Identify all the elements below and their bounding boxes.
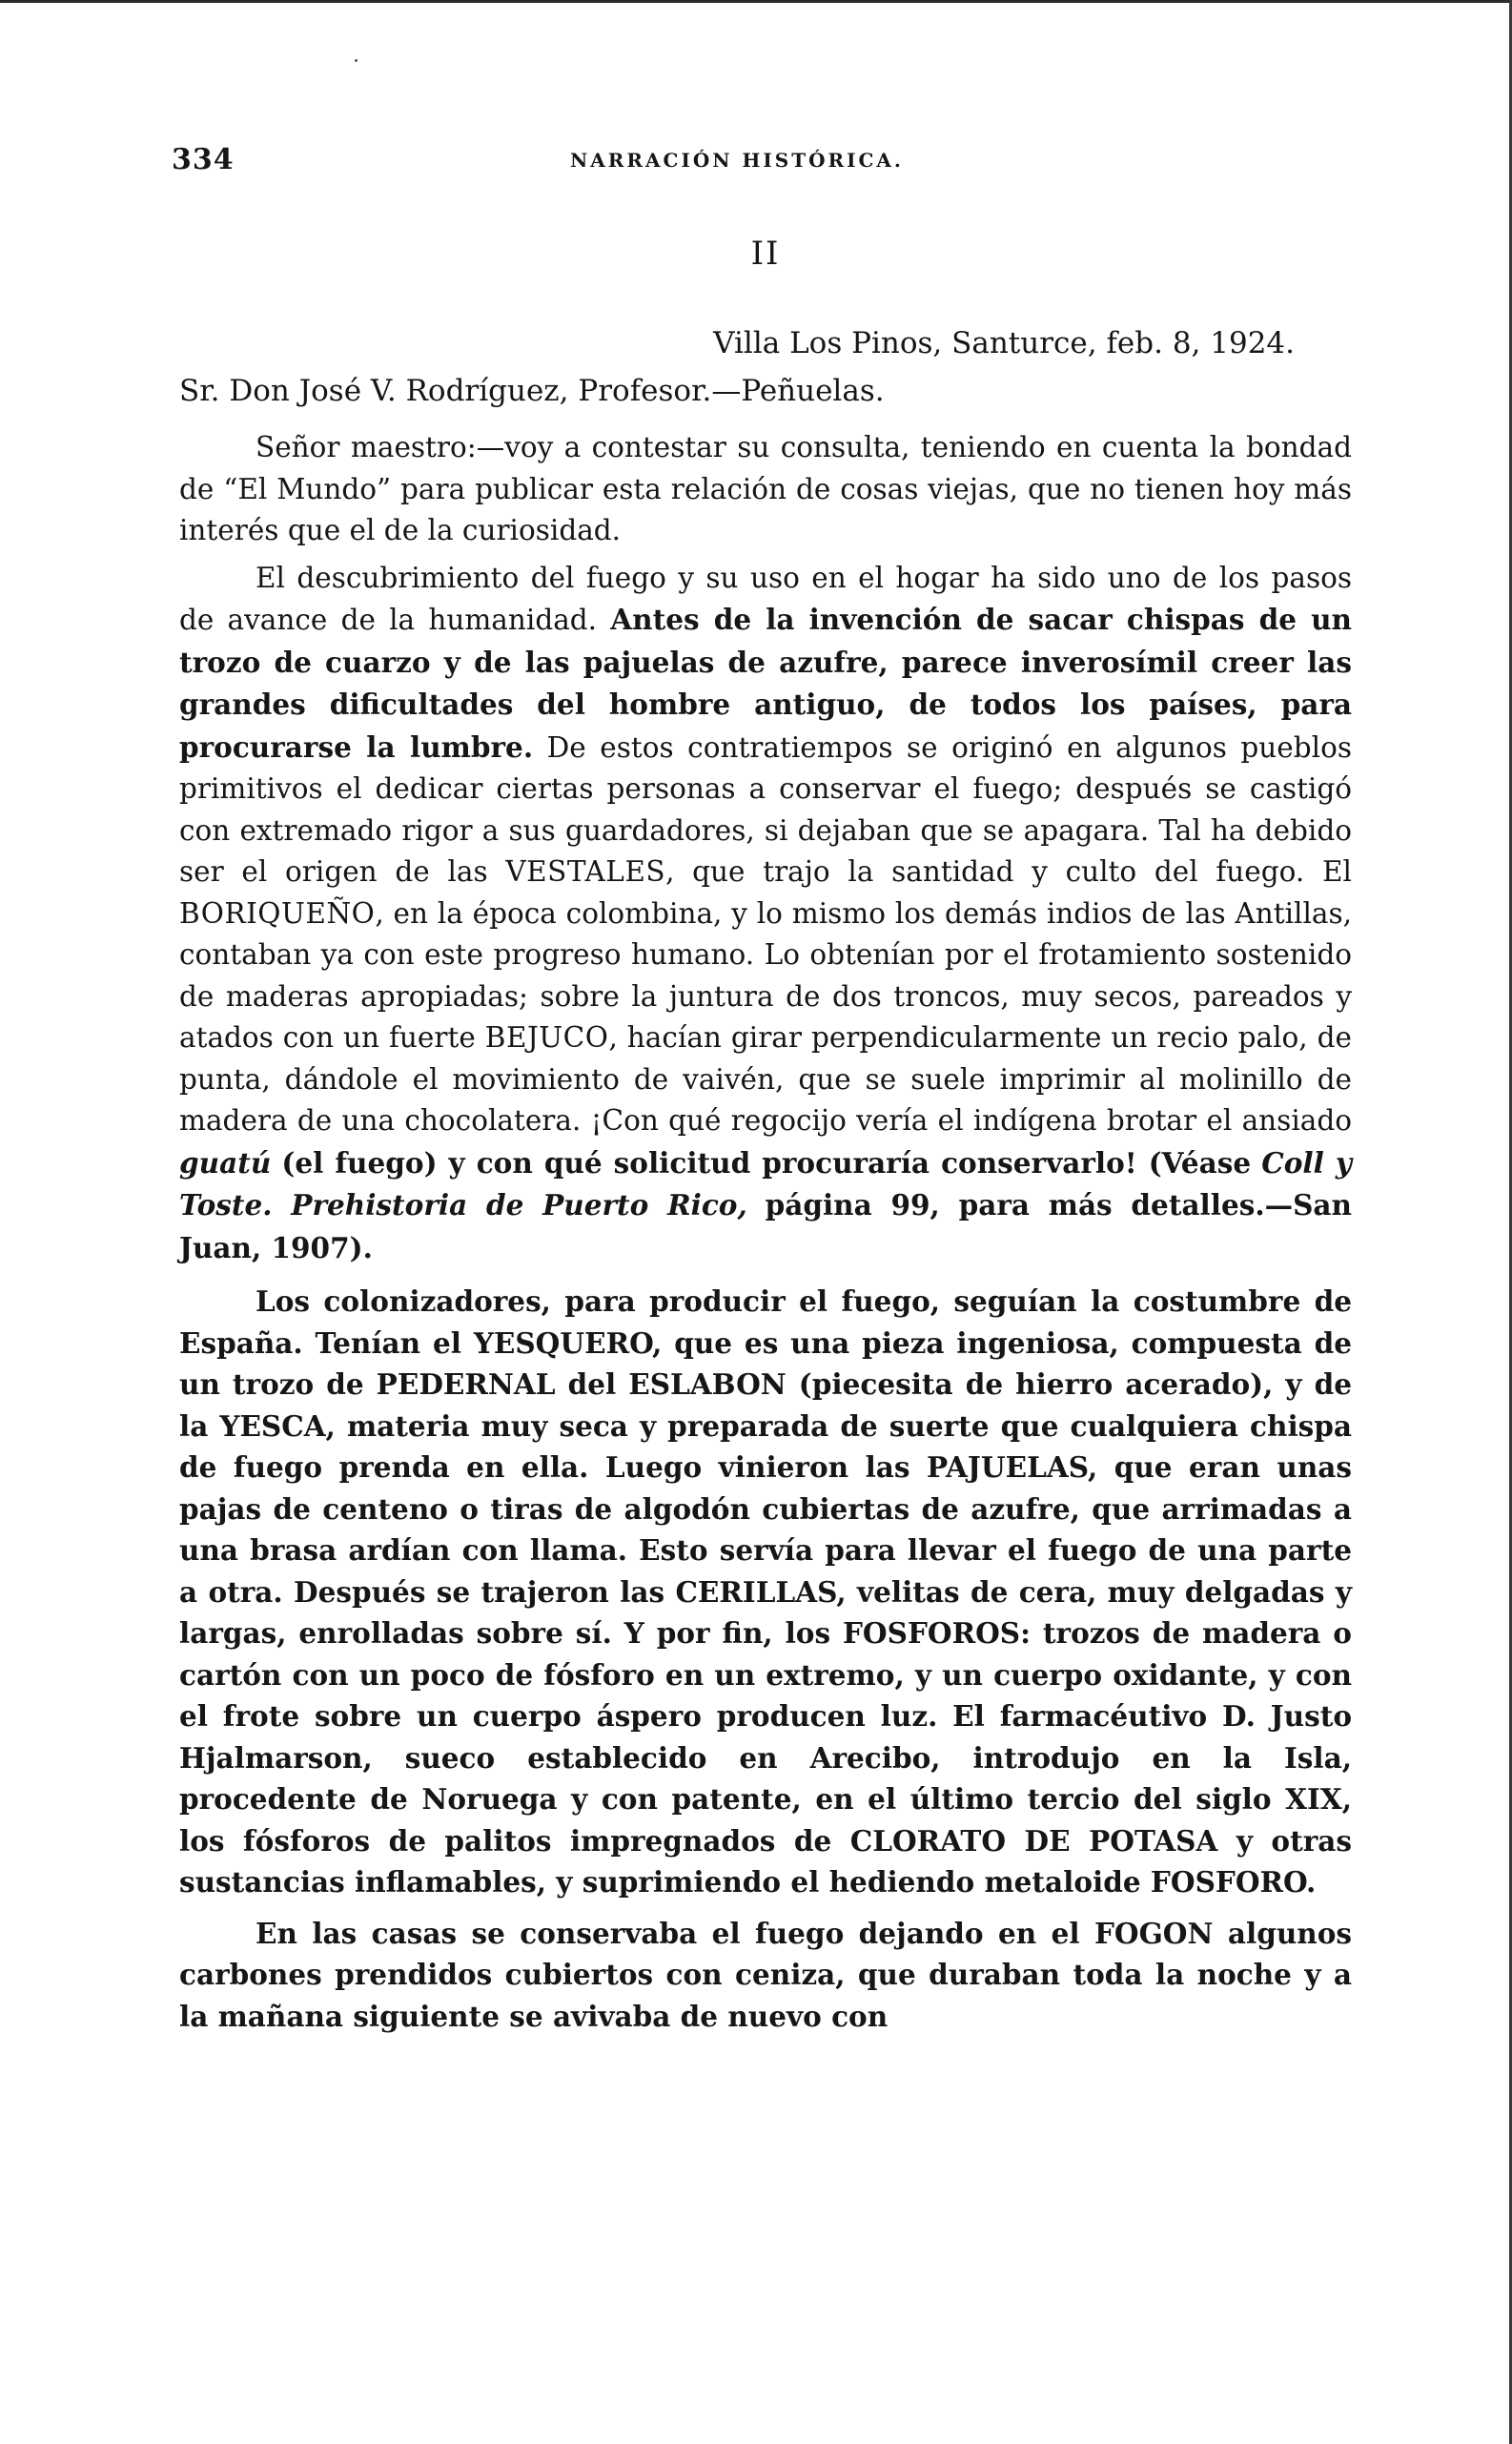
- paragraph-2-text: De estos contratiempos se originó en algunos pueblos primitivos el dedicar ciertas personas a conservar el fuego; después se castigó con extremado rigor a sus guardadores, si dejaban que se apagara. Tal ha debido ser el origen de las: [179, 730, 1352, 888]
- page-number: 334: [172, 143, 235, 176]
- paragraph-2-text: , que trajo la santidad y culto del fuego.: [665, 855, 1305, 888]
- paragraph-2-text: , hacían girar perpendicularmente un recio palo, de punta, dándole el movimiento de vaivén, que se suele imprimir al molinillo de madera de una chocolatera. ¡Con qué regocijo vería el indígena brotar el ansiado: [179, 1021, 1352, 1137]
- paragraph-2-text: , en la época colombina, y lo mismo los demás indios de las Antillas, contaban ya con este progreso humano. Lo obtenían por el frotamiento sostenido de maderas apropiadas; sobre la juntura de dos troncos, muy secos, pareados y atados con un fuerte: [179, 896, 1352, 1054]
- paragraph-2-text: página 99, para más detalles.—San Juan, 1907).: [179, 1188, 1352, 1264]
- term-guatu: guatú: [179, 1145, 272, 1180]
- paragraph-1: Señor maestro:—voy a contestar su consulta, teniendo en cuenta la bondad de “El Mundo” para publicar esta relación de cosas viejas, que no tienen hoy más interés que el de la curiosidad.: [179, 431, 1352, 546]
- scan-edge-top: [0, 0, 1512, 3]
- paragraph-2-text: (el fuego) y con qué solicitud procuraría conservarlo! (Véase: [281, 1145, 1252, 1180]
- paragraph-2-text: Antes de la invención de sacar chispas de un trozo de cuarzo y de las pajuelas de azufre, parece inverosímil creer las grandes dificultades del hombre antiguo, de todos los países, para procurarse la lumbre.: [179, 603, 1352, 764]
- scan-speck: [355, 59, 358, 62]
- term-bejuco: BEJUCO: [484, 1021, 609, 1054]
- paragraph-4: En las casas se conservaba el fuego dejando en el FOGON algunos carbones prendidos cubiertos con ceniza, que duraban toda la noche y a la mañana siguiente se avivaba de nuevo con: [179, 1916, 1352, 2033]
- citation-title: Coll y Toste. Prehistoria de Puerto Rico,: [179, 1145, 1352, 1222]
- paragraph-2-text: El descubrimiento del fuego y su uso en el hogar ha sido uno de los pasos de avance de la humanidad.: [179, 561, 1352, 636]
- section-number: II: [750, 235, 781, 273]
- paragraph-2-text: El: [1322, 855, 1352, 888]
- running-title: NARRACIÓN HISTÓRICA.: [570, 149, 904, 172]
- letter-dateline: Villa Los Pinos, Santurce, feb. 8, 1924.: [713, 326, 1295, 360]
- running-head: [172, 143, 1352, 181]
- book-page: [172, 143, 1352, 2037]
- paragraph-2: [179, 558, 1352, 1270]
- letter-salutation: Sr. Don José V. Rodríguez, Profesor.—Peñuelas.: [179, 374, 885, 408]
- paragraph-3: Los colonizadores, para producir el fuego, seguían la costumbre de España. Tenían el YESQUERO, que es una pieza ingeniosa, compuesta de un trozo de PEDERNAL del ESLABON (piecesita de hierro acerado), y de la YESCA, materia muy seca y preparada de suerte que cualquiera chispa de fuego prenda en ella. Luego vinieron las PAJUELAS, que eran unas pajas de centeno o tiras de algodón cubiertas de azufre, que arrimadas a una brasa ardían con llama. Esto servía para llevar el fuego de una parte a otra. Después se trajeron las CERILLAS, velitas de cera, muy delgadas y largas, enrolladas sobre sí. Y por fin, los FOSFOROS: trozos de madera o cartón con un poco de fósforo en un extremo, y un cuerpo oxidante, y con el frote sobre un cuerpo áspero producen luz. El farmacéutivo D. Justo Hjalmarson, sueco establecido en Arecibo, introdujo en la Isla, procedente de Noruega y con patente, en el último tercio del siglo XIX, los fósforos de palitos impregnados de CLORATO DE POTASA y otras sustancias inflamables, y suprimiendo el hediendo metaloide FOSFORO.: [179, 1284, 1352, 1899]
- term-vestales: VESTALES: [505, 855, 666, 888]
- term-boriqueno: BORIQUEÑO: [179, 896, 376, 930]
